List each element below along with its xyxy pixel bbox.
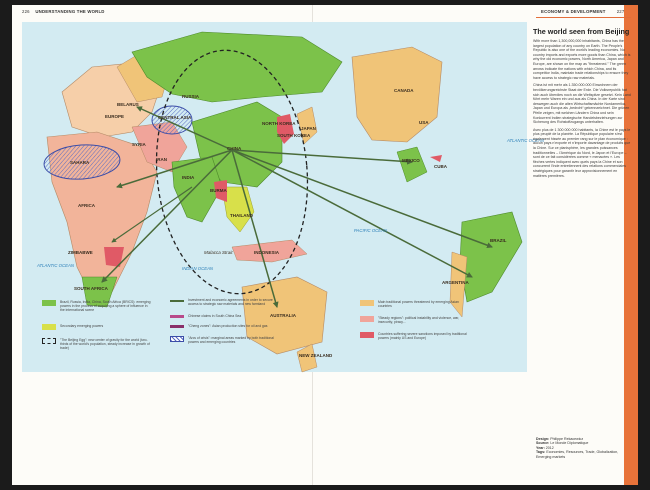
label-mexico: MEXICO — [402, 158, 420, 163]
label-cuba: CUBA — [434, 164, 447, 169]
label-iran: IRAN — [156, 157, 167, 162]
label-malacca: Malacca Strait — [204, 250, 233, 255]
legend-text: "The Beijing Egg": new center of gravity for the world (two-thirds of the world's population, steady increase in growth of trade) — [60, 338, 150, 350]
legend-text: Secondary emerging powers — [60, 324, 104, 328]
label-usa: USA — [419, 120, 429, 125]
map-legend — [42, 300, 512, 370]
credit-source: Source: Le Monde Diplomatique — [536, 441, 589, 446]
legend-text: "Steady regions": political instability and violence, war, insecurity, piracy... — [378, 316, 460, 324]
label-new-zealand: NEW ZEALAND — [299, 353, 333, 358]
credit-design: Design: Philippe Rekacewicz — [536, 437, 584, 441]
label-atlantic-east: ATLANTIC OCEAN — [37, 263, 74, 268]
label-europe: EUROPE — [105, 114, 125, 119]
label-pacific-ocean: PACIFIC OCEAN — [354, 228, 388, 233]
label-sahara: SAHARA — [70, 160, 90, 165]
right-section-title: ECONOMY & DEVELOPMENT — [541, 9, 606, 14]
label-russia: RUSSIA — [182, 94, 200, 99]
right-page-number: 227 — [616, 9, 625, 14]
legend-text: "Cheng zones": Asian production sites for oil and gas — [188, 324, 268, 328]
legend-item-steady — [360, 316, 470, 324]
label-canada: CANADA — [394, 88, 414, 93]
article-paragraph-fr: Avec plus de 1 300 000 000 habitants, la Chine est le pays le plus peuplé de la planète. La République populaire s'est également hissée au premier rang sur le plan économique : aucun pays n'exporte et n'importe davantage de produits que la Chine. Sur ce planisphère, les grandes puissances traditionnelles – l'Amérique du Nord, le Japon et l'Europe – sont de ce fait considérées comme « menacées ». Les flèches vertes indiquent avec quels pays la Chine et son concurrent l'Inde entretiennent des relations commerciales stratégiques pour garantir leur approvisionnement en matières premières. — [533, 127, 631, 178]
label-indonesia: INDONESIA — [254, 250, 280, 255]
legend-item-sanctions — [360, 332, 470, 340]
label-atlantic-west: ATLANTIC OCEAN — [507, 138, 544, 143]
legend-text: "Arcs of crisis": marginal areas marked by both traditional powers and emerging countries — [188, 336, 274, 344]
label-indian-ocean: INDIAN OCEAN — [182, 266, 214, 271]
label-thailand: THAILAND — [230, 213, 253, 218]
legend-item-secondary — [42, 324, 152, 330]
article-column — [533, 25, 631, 181]
legend-swatch — [42, 338, 56, 344]
label-japan: JAPAN — [301, 126, 316, 131]
label-brazil: BRAZIL — [490, 238, 507, 243]
credits-block — [536, 437, 630, 459]
legend-swatch — [360, 300, 374, 306]
legend-item-arcs — [170, 336, 274, 344]
label-africa: AFRICA — [78, 203, 95, 208]
label-argentina: ARGENTINA — [442, 280, 469, 285]
label-north-korea: NORTH KOREA — [262, 121, 296, 126]
credit-year: Year: 2012 — [536, 445, 554, 450]
article-paragraph-de: China ist mit mehr als 1.350.000.000 Einwohnern der bevölkerungsreichste Staat der Erde. Die Volksrepublik hat sich auch überdies noch an die Weltspitze gesetzt. Kein Land führt mehr Waren ein und aus als China. In der Karte sind deswegen auch die alten Wirtschaftsmächte Nordamerika, Japan und Europa als „bedroht“ gekennzeichnet. Die grünen Pfeile zeigen, mit welchen Ländern China und sein Konkurrent Indien strategische Handelsbeziehungen zur Sicherung des Rohstoffzugangs unterhalten. — [533, 83, 631, 125]
article-paragraph-en: With more than 1,300,000,000 inhabitants, China has the largest population of any country on Earth. The People's Republic is also one of the world's leading economies. No country imports and exports more goods than China, which is why the old economic powers, North America, Japan and Europe, are shown on the map as "threatened." The green arrows indicate the nations with which China, and its competitor India, maintain trade relationships to ensure they have access to strategic raw materials. — [533, 39, 631, 80]
label-australia: AUSTRALIA — [270, 313, 296, 318]
left-page-number: 226 — [22, 9, 30, 14]
legend-text: Main traditional powers threatened by emerging Asian countries — [378, 300, 459, 308]
label-central-asia: CENTRAL ASIA — [158, 115, 192, 120]
article-title: The world seen from Beijing — [533, 27, 630, 36]
label-zimbabwe: ZIMBABWE — [68, 250, 93, 255]
legend-item-brics — [42, 300, 152, 312]
header-rule — [536, 17, 631, 18]
label-belarus: BELARUS — [117, 102, 139, 107]
left-page-header — [22, 9, 105, 14]
right-page-header — [541, 9, 624, 14]
left-section-title: UNDERSTANDING THE WORLD — [35, 9, 105, 14]
legend-text: Brazil, Russia, India, China, South Africa (BRICS): emerging powers in the process of acquiring a sphere of influence in the international scene — [60, 300, 151, 312]
label-china: CHINA — [227, 146, 242, 151]
credit-tags: Tags: Economies, Resources, Trade, Globalization, Emerging markets — [536, 450, 619, 459]
legend-swatch — [360, 316, 374, 322]
legend-swatch — [42, 324, 56, 330]
legend-swatch — [170, 325, 184, 328]
label-burma: BURMA — [210, 188, 227, 193]
legend-item-claims — [170, 314, 274, 318]
legend-swatch — [170, 300, 184, 302]
legend-swatch — [170, 336, 184, 342]
legend-item-investment — [170, 298, 274, 306]
label-syria: SYRIA — [132, 142, 146, 147]
book-spread — [12, 5, 638, 485]
legend-swatch — [42, 300, 56, 306]
label-india: INDIA — [182, 175, 195, 180]
legend-item-chang-zones — [170, 324, 274, 328]
legend-text: Investment and economic agreements in order to secure access to strategic raw materials and new farmland — [188, 298, 273, 306]
label-south-korea: SOUTH KOREA — [277, 133, 311, 138]
legend-swatch — [360, 332, 374, 338]
legend-text: Countries suffering severe sanctions imposed by traditional powers (mainly US and Europe) — [378, 332, 467, 340]
legend-swatch — [170, 315, 184, 318]
legend-item-beijing-egg — [42, 338, 152, 350]
legend-text: Chinese claims in South China Sea — [188, 314, 242, 318]
label-south-africa: SOUTH AFRICA — [74, 286, 108, 291]
legend-item-traditional — [360, 300, 470, 308]
